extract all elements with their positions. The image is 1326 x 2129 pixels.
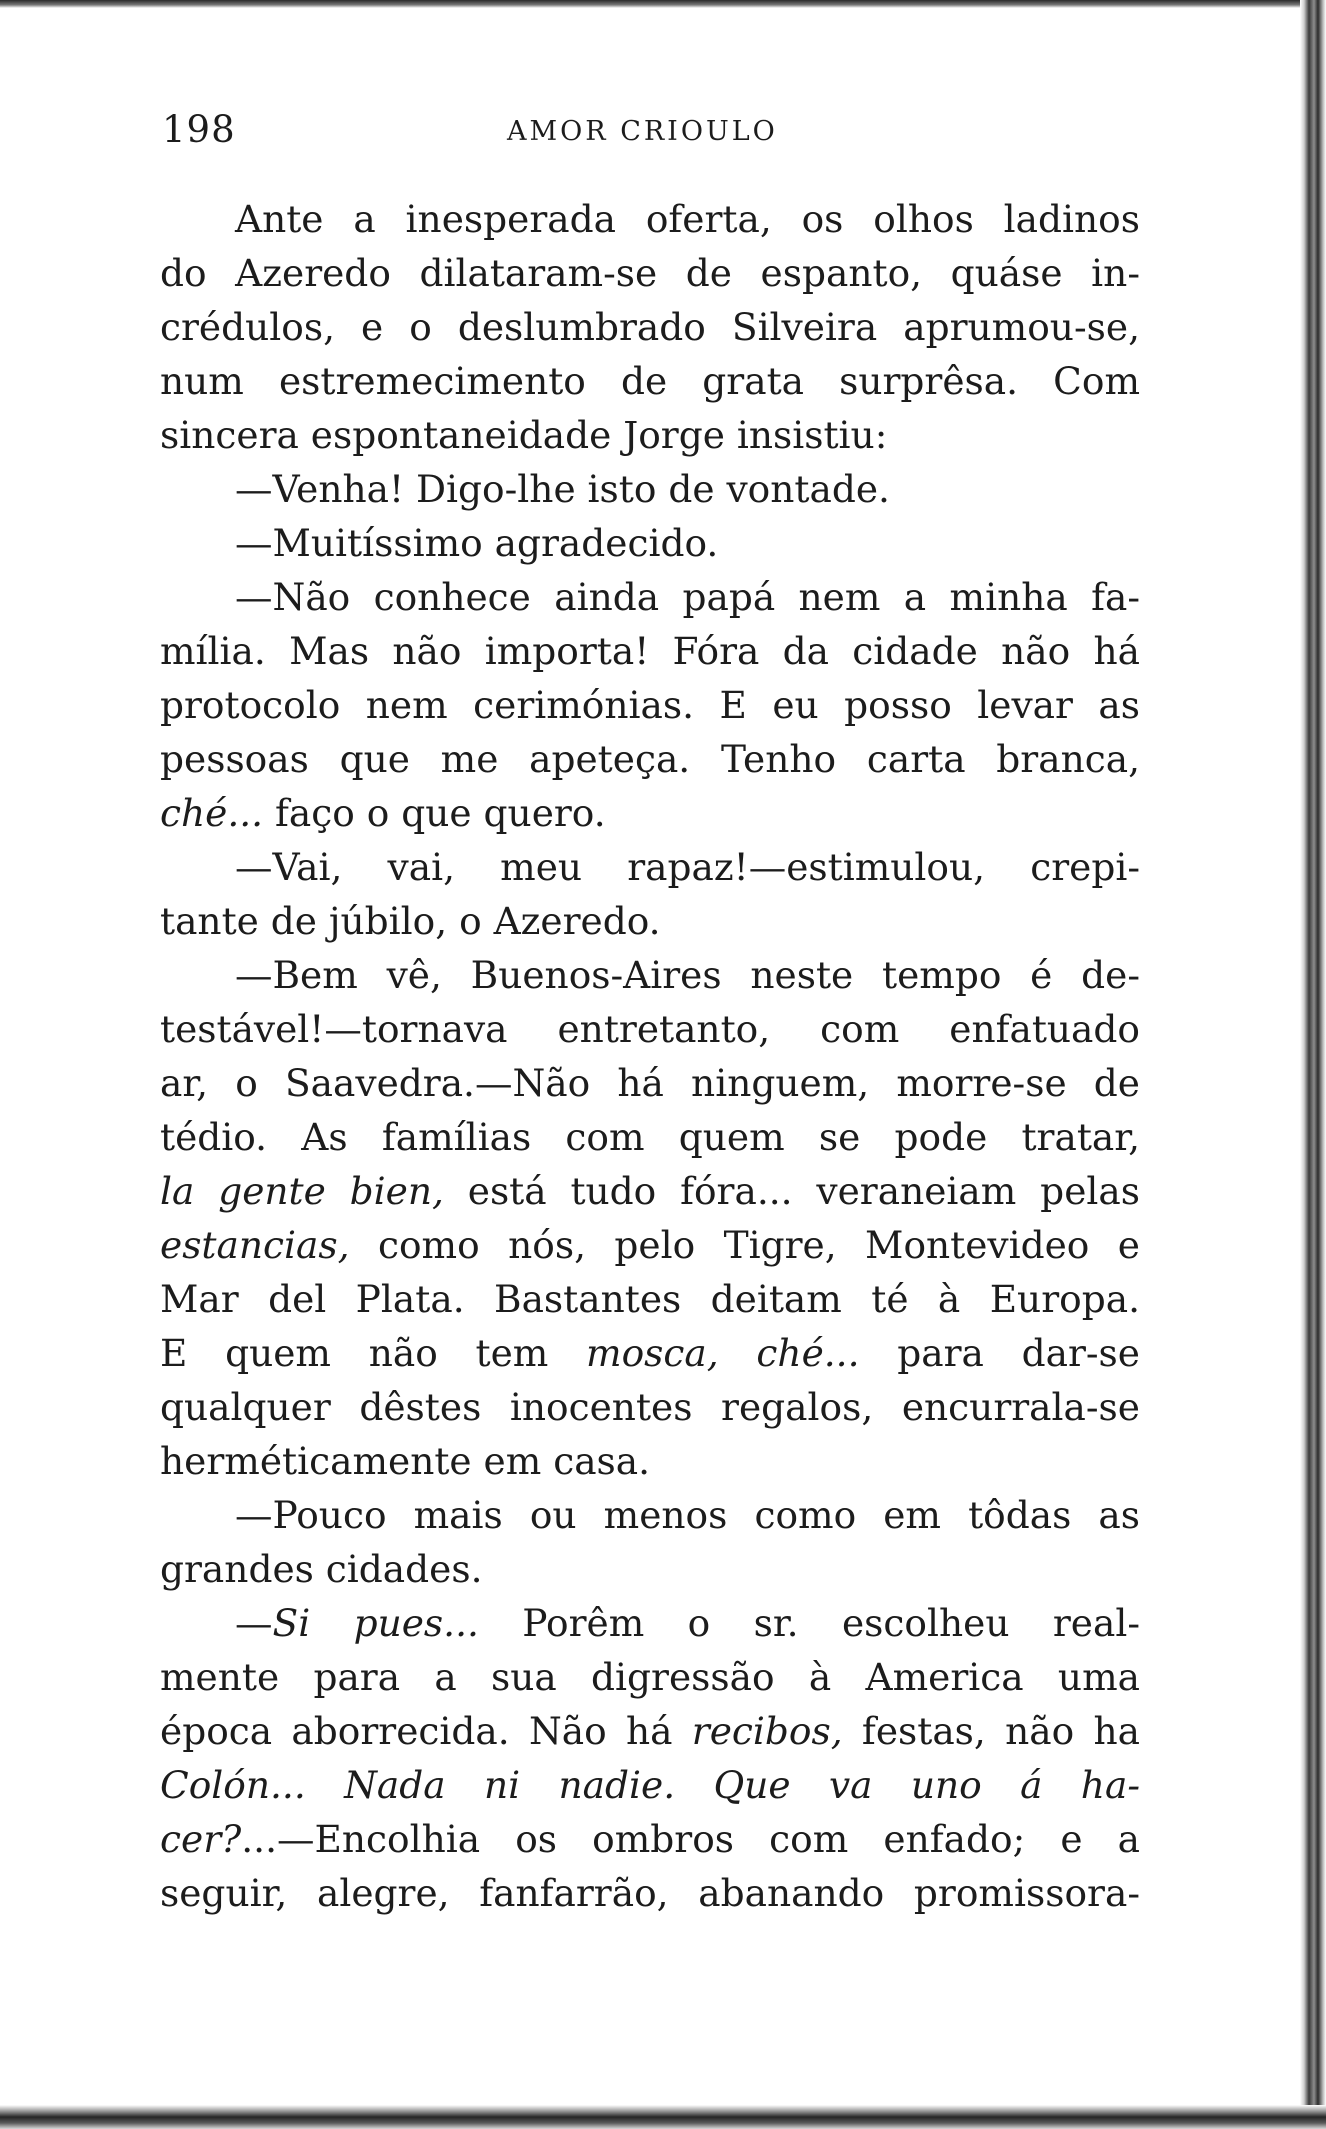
text-line: cer?...—Encolhia os ombros com enfado; e a (160, 1817, 1140, 1861)
text-line: estancias, como nós, pelo Tigre, Montevideo e (160, 1223, 1140, 1267)
text-line: ché... faço o que quero. (160, 791, 606, 835)
page-bottom-edge (0, 2105, 1326, 2129)
running-head (162, 108, 1142, 158)
text-line: —Bem vê, Buenos-Aires neste tempo é de- (235, 953, 1140, 997)
page-top-edge (0, 0, 1326, 8)
text-line: sincera espontaneidade Jorge insistiu: (160, 413, 888, 457)
text-line: tédio. As famílias com quem se pode tratar, (160, 1115, 1140, 1159)
text-line: —Pouco mais ou menos como em tôdas as (235, 1493, 1140, 1537)
text-line: num estremecimento de grata surprêsa. Com (160, 359, 1140, 403)
text-line: do Azeredo dilataram-se de espanto, quáse in- (160, 251, 1140, 295)
text-line: la gente bien, está tudo fóra... veraneiam pelas (160, 1169, 1140, 1213)
text-line: E quem não tem mosca, ché... para dar-se (160, 1331, 1140, 1375)
text-line: —Muitíssimo agradecido. (235, 521, 719, 565)
page-binding-edge (1300, 0, 1326, 2129)
text-line: Colón... Nada ni nadie. Que va uno á ha- (160, 1763, 1140, 1807)
text-line: —Si pues... Porêm o sr. escolheu real- (235, 1601, 1140, 1645)
text-line: seguir, alegre, fanfarrão, abanando promissora- (160, 1871, 1140, 1915)
text-line: —Vai, vai, meu rapaz!—estimulou, crepi- (235, 845, 1140, 889)
text-line: época aborrecida. Não há recibos, festas, não ha (160, 1709, 1140, 1753)
text-line: —Não conhece ainda papá nem a minha fa- (235, 575, 1140, 619)
text-line: —Venha! Digo-lhe isto de vontade. (235, 467, 890, 511)
text-line: crédulos, e o deslumbrado Silveira aprumou-se, (160, 305, 1140, 349)
text-line: tante de júbilo, o Azeredo. (160, 899, 661, 943)
page-number: 198 (162, 108, 236, 151)
text-line: ar, o Saavedra.—Não há ninguem, morre-se de (160, 1061, 1140, 1105)
text-line: protocolo nem cerimónias. E eu posso levar as (160, 683, 1140, 727)
text-line: herméticamente em casa. (160, 1439, 651, 1483)
text-line: grandes cidades. (160, 1547, 483, 1591)
text-line: pessoas que me apeteça. Tenho carta branca, (160, 737, 1140, 781)
text-line: qualquer dêstes inocentes regalos, encurrala-se (160, 1385, 1140, 1429)
body-text (160, 192, 1140, 1920)
text-line: mente para a sua digressão à America uma (160, 1655, 1140, 1699)
book-title: AMOR CRIOULO (507, 116, 778, 147)
text-line: testável!—tornava entretanto, com enfatuado (160, 1007, 1140, 1051)
text-line: Mar del Plata. Bastantes deitam té à Europa. (160, 1277, 1140, 1321)
text-line: Ante a inesperada oferta, os olhos ladinos (235, 197, 1140, 241)
text-line: mília. Mas não importa! Fóra da cidade não há (160, 629, 1140, 673)
